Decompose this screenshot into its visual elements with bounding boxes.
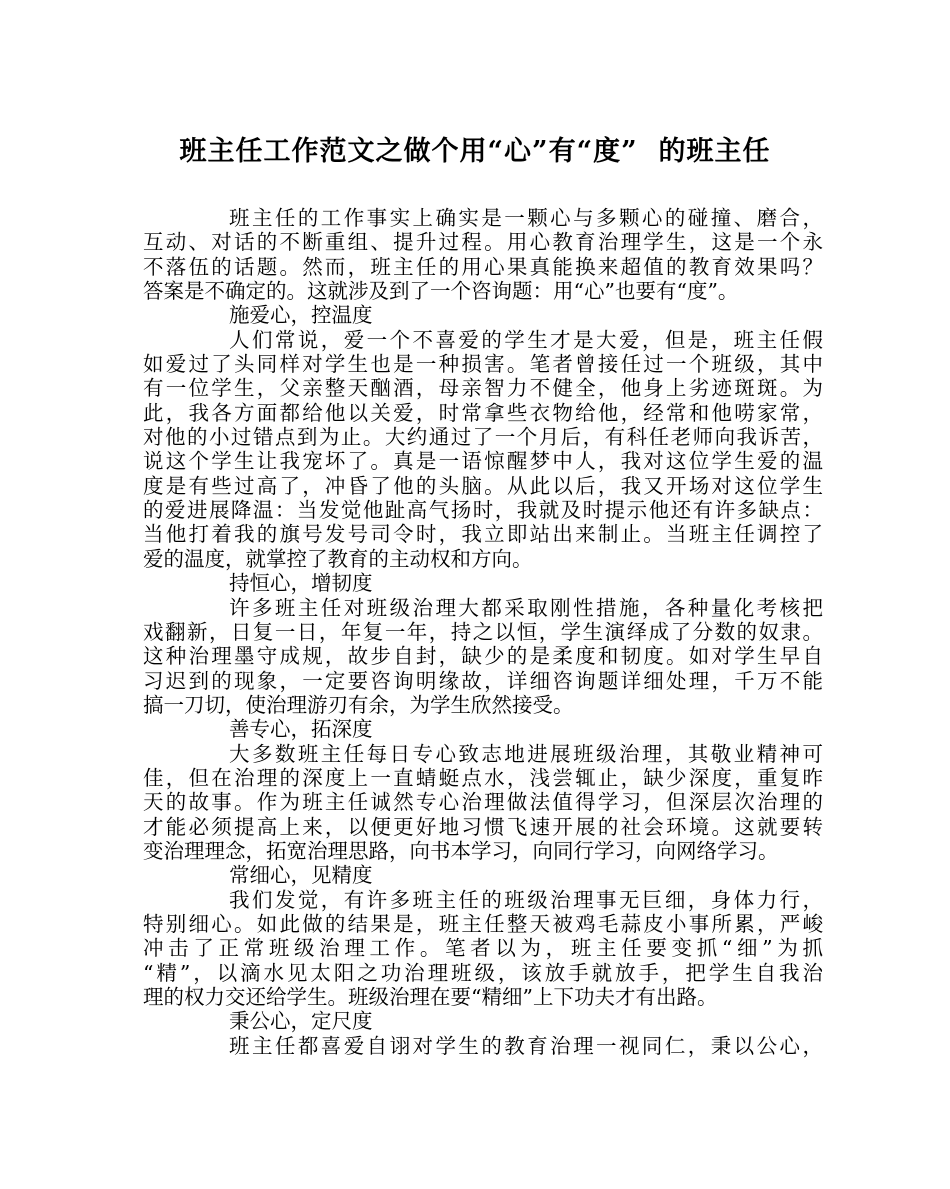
body-text-line: 变治理理念，拓宽治理思路，向书本学习，向同行学习，向网络学习。 (143, 838, 779, 863)
body-text-line: 爱的温度，就掌控了教育的主动权和方向。 (143, 546, 533, 571)
document-body (143, 206, 823, 1058)
body-text-line: 的爱进展降温：当发觉他趾高气扬时，我就及时提示他还有许多缺点： (143, 498, 823, 523)
body-text-line: 度是有些过高了，冲昏了他的头脑。从此以后，我又开场对这位学生 (143, 473, 823, 498)
body-text-line: 许多班主任对班级治理大都采取刚性措施，各种量化考核把 (229, 595, 823, 620)
body-text-line: 班主任都喜爱自诩对学生的教育治理一视同仁，秉以公心， (229, 1033, 823, 1058)
body-text-line: 这种治理墨守成规，故步自封，缺少的是柔度和韧度。如对学生早自 (143, 644, 823, 669)
body-text-line: 大多数班主任每日专心致志地进展班级治理，其敬业精神可 (229, 741, 823, 766)
body-text-line: 有一位学生，父亲整天酗酒，母亲智力不健全，他身上劣迹斑斑。为 (143, 376, 823, 401)
body-text-line: 当他打着我的旗号发号司令时，我立即站出来制止。当班主任调控了 (143, 522, 823, 547)
body-text-line: 说这个学生让我宠坏了。真是一语惊醒梦中人，我对这位学生爱的温 (143, 449, 823, 474)
body-text-line: 特别细心。如此做的结果是，班主任整天被鸡毛蒜皮小事所累，严峻 (143, 911, 823, 936)
section-heading: 秉公心，定尺度 (229, 1009, 373, 1034)
body-text-line: 天的故事。作为班主任诚然专心治理做法值得学习，但深层次治理的 (143, 790, 823, 815)
body-text-line: 答案是不确定的。这就涉及到了一个咨询题：用“心”也要有“度”。 (143, 279, 739, 304)
body-text-line: 戏翻新，日复一日，年复一年，持之以恒，学生演绎成了分数的奴隶。 (143, 619, 823, 644)
body-text-line: 搞一刀切，使治理游刃有余，为学生欣然接受。 (143, 692, 574, 717)
body-text-line: 习迟到的现象，一定要咨询明缘故，详细咨询题详细处理，千万不能 (143, 668, 823, 693)
body-text-line: 对他的小过错点到为止。大约通过了一个月后，有科任老师向我诉苦， (143, 425, 823, 450)
section-heading: 持恒心，增韧度 (229, 571, 373, 596)
body-text-line: 不落伍的话题。然而，班主任的用心果真能换来超值的教育效果吗？ (143, 254, 823, 279)
body-text-line: 人们常说，爱一个不喜爱的学生才是大爱，但是，班主任假 (229, 327, 823, 352)
body-text-line: 冲击了正常班级治理工作。笔者以为，班主任要变抓“细”为抓 (143, 936, 823, 961)
body-text-line: 互动、对话的不断重组、提升过程。用心教育治理学生，这是一个永 (143, 230, 823, 255)
body-text-line: 佳，但在治理的深度上一直蜻蜓点水，浅尝辄止，缺少深度，重复昨 (143, 765, 823, 790)
body-text-line: “精”，以滴水见太阳之功治理班级，该放手就放手，把学生自我治 (143, 960, 823, 985)
body-text-line: 理的权力交还给学生。班级治理在要“精细”上下功夫才有出路。 (143, 985, 718, 1009)
body-text-line: 我们发觉，有许多班主任的班级治理事无巨细，身体力行， (229, 887, 823, 912)
body-text-line: 才能必须提高上来，以便更好地习惯飞速开展的社会环境。这就要转 (143, 814, 823, 839)
section-heading: 常细心，见精度 (229, 863, 373, 888)
body-text-line: 如爱过了头同样对学生也是一种损害。笔者曾接任过一个班级，其中 (143, 352, 823, 377)
body-text-line: 此，我各方面都给他以关爱，时常拿些衣物给他，经常和他唠家常， (143, 400, 823, 425)
section-heading: 善专心，拓深度 (229, 717, 373, 742)
document-title: 班主任工作范文之做个用“心”有“度” 的班主任 (179, 136, 771, 167)
section-heading: 施爱心，控温度 (229, 303, 373, 328)
body-text-line: 班主任的工作事实上确实是一颗心与多颗心的碰撞、磨合， (229, 206, 823, 230)
